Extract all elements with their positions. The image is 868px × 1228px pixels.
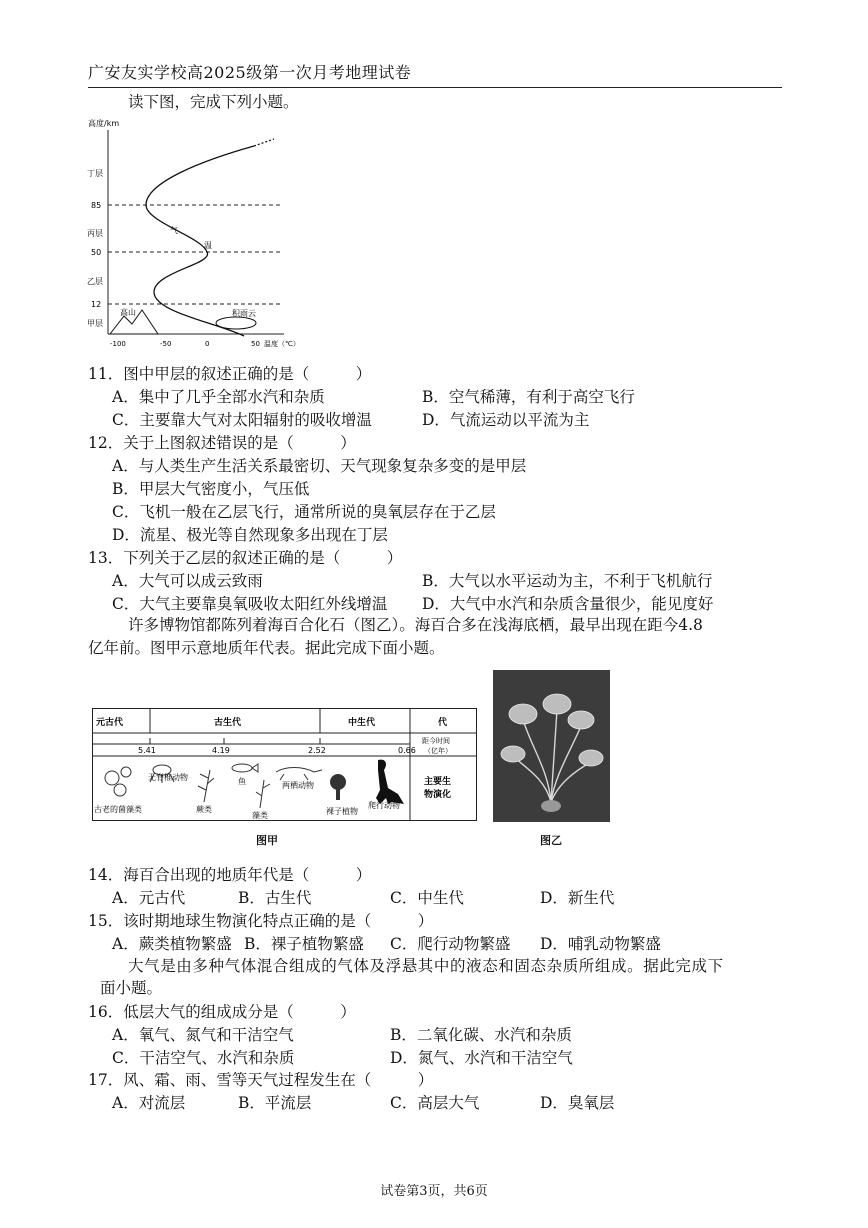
q17-option-a[interactable]: A．对流层	[112, 1094, 186, 1112]
mountain-label: 高山	[120, 308, 136, 317]
time-066: 0.66	[398, 746, 416, 755]
passage-3-line-2: 面小题。	[100, 979, 163, 997]
question-17-stem: 17．风、霜、雨、雪等天气过程发生在（ ）	[88, 1071, 434, 1089]
q12-option-c[interactable]: C．飞机一般在乙层飞行，通常所说的臭氧层存在于乙层	[112, 503, 496, 521]
figure-a-caption: 图甲	[256, 834, 278, 847]
q14-option-b[interactable]: B．古生代	[238, 889, 312, 907]
question-13-stem: 13．下列关于乙层的叙述正确的是（ ）	[88, 549, 403, 567]
passage-3-line-1: 大气是由多种气体混合组成的气体及浮悬其中的液态和固态杂质所组成。据此完成下	[128, 957, 724, 975]
q14-option-d[interactable]: D．新生代	[540, 889, 615, 907]
q17-option-b[interactable]: B．平流层	[238, 1094, 312, 1112]
layer-label-jia: 甲层	[87, 319, 103, 328]
q13-option-a[interactable]: A．大气可以成云致雨	[112, 572, 263, 590]
q13-option-b[interactable]: B．大气以水平运动为主，不利于飞机航行	[422, 572, 713, 590]
era-label: 代	[438, 718, 448, 728]
intro-text: 读下图，完成下列小题。	[128, 93, 299, 111]
y-tick-12: 12	[91, 300, 102, 309]
q15-option-a[interactable]: A．蕨类植物繁盛	[112, 935, 232, 953]
curve-label-wen: 温	[204, 241, 212, 250]
q17-option-c[interactable]: C．高层大气	[390, 1094, 480, 1112]
era-mesozoic: 中生代	[348, 718, 376, 728]
q12-option-d[interactable]: D．流星、极光等自然现象多出现在丁层	[112, 526, 388, 544]
q14-option-a[interactable]: A．元古代	[112, 889, 186, 907]
organism-algae: 藻类	[252, 811, 268, 820]
layer-label-ding: 丁层	[87, 169, 103, 178]
cumulonimbus-cloud-icon	[216, 317, 256, 329]
passage-2-line-2: 亿年前。图甲示意地质年代表。据此完成下面小题。	[88, 639, 445, 657]
question-12-stem: 12．关于上图叙述错误的是（ ）	[88, 434, 356, 452]
layer-label-bing: 丙层	[87, 229, 103, 238]
q15-option-b[interactable]: B．裸子植物繁盛	[244, 935, 364, 953]
cloud-label: 积雨云	[232, 309, 256, 318]
page-footer: 试卷第3页，共6页	[380, 1184, 488, 1199]
page-header: 广安友实学校高2025级第一次月考地理试卷	[88, 60, 782, 88]
curve-label-qi: 气	[170, 226, 178, 235]
organism-fish: 鱼	[238, 777, 246, 786]
layer-label-yi: 乙层	[87, 277, 103, 286]
atmosphere-chart	[84, 112, 300, 350]
q13-option-c[interactable]: C．大气主要靠臭氧吸收太阳红外线增温	[112, 595, 388, 613]
evolution-label-line-2: 物演化	[424, 790, 452, 800]
q16-option-b[interactable]: B．二氧化碳、水汽和杂质	[390, 1026, 572, 1044]
time-541: 5.41	[138, 746, 156, 755]
passage-2-line-1: 许多博物馆都陈列着海百合化石（图乙）。海百合多在浅海底栖，最早出现在距今4.8	[128, 616, 703, 634]
figure-b-caption: 图乙	[540, 834, 562, 847]
q11-option-c[interactable]: C．主要靠大气对太阳辐射的吸收增温	[112, 411, 372, 429]
x-tick-neg50: -50	[160, 340, 172, 348]
x-tick-0: 0	[205, 340, 210, 348]
geologic-timeline-figure	[92, 708, 478, 822]
time-label-line-2: （亿年）	[424, 747, 452, 755]
q11-option-d[interactable]: D．气流运动以平流为主	[422, 411, 590, 429]
question-14-stem: 14．海百合出现的地质年代是（ ）	[88, 866, 372, 884]
q14-option-c[interactable]: C．中生代	[390, 889, 464, 907]
organism-ferns: 蕨类	[196, 805, 212, 814]
organism-amphibians: 两栖动物	[282, 781, 314, 790]
sea-lily-fossil-photo	[493, 670, 610, 822]
q12-option-a[interactable]: A．与人类生产生活关系最密切、天气现象复杂多变的是甲层	[112, 457, 527, 475]
q16-option-a[interactable]: A．氧气、氮气和干洁空气	[112, 1026, 294, 1044]
q13-option-d[interactable]: D．大气中水汽和杂质含量很少，能见度好	[422, 595, 714, 613]
y-axis-label: 高度/km	[88, 119, 120, 128]
q11-option-a[interactable]: A．集中了几乎全部水汽和杂质	[112, 388, 325, 406]
y-tick-50: 50	[91, 248, 102, 257]
temperature-curve-dotted	[254, 139, 274, 146]
question-16-stem: 16．低层大气的组成成分是（ ）	[88, 1003, 356, 1021]
q15-option-c[interactable]: C．爬行动物繁盛	[390, 935, 511, 953]
q17-option-d[interactable]: D．臭氧层	[540, 1094, 615, 1112]
evolution-label-line-1: 主要生	[424, 777, 452, 787]
y-tick-85: 85	[91, 201, 102, 210]
era-paleozoic: 古生代	[214, 718, 242, 728]
time-252: 2.52	[308, 746, 326, 755]
question-15-stem: 15．该时期地球生物演化特点正确的是（ ）	[88, 912, 434, 930]
organism-invertebrates: 无脊椎动物	[148, 773, 188, 782]
organism-gymnosperms: 裸子植物	[326, 807, 358, 816]
x-tick-neg100: -100	[110, 340, 126, 348]
q16-option-c[interactable]: C．干洁空气、水汽和杂质	[112, 1049, 295, 1067]
question-11-stem: 11．图中甲层的叙述正确的是（ ）	[88, 365, 372, 383]
q12-option-b[interactable]: B．甲层大气密度小，气压低	[112, 480, 310, 498]
temperature-curve	[146, 146, 254, 336]
q11-option-b[interactable]: B．空气稀薄，有利于高空飞行	[422, 388, 635, 406]
x-axis-label: 温度（℃）	[264, 340, 300, 348]
q15-option-d[interactable]: D．哺乳动物繁盛	[540, 935, 661, 953]
time-label-line-1: 距今时间	[422, 737, 450, 745]
organism-ancient-algae: 古老的菌藻类	[94, 805, 142, 814]
q16-option-d[interactable]: D．氮气、水汽和干洁空气	[390, 1049, 573, 1067]
x-tick-50: 50	[251, 340, 260, 348]
era-proterozoic: 元古代	[96, 718, 124, 728]
organism-reptiles: 爬行动物	[368, 801, 400, 810]
time-419: 4.19	[212, 746, 230, 755]
